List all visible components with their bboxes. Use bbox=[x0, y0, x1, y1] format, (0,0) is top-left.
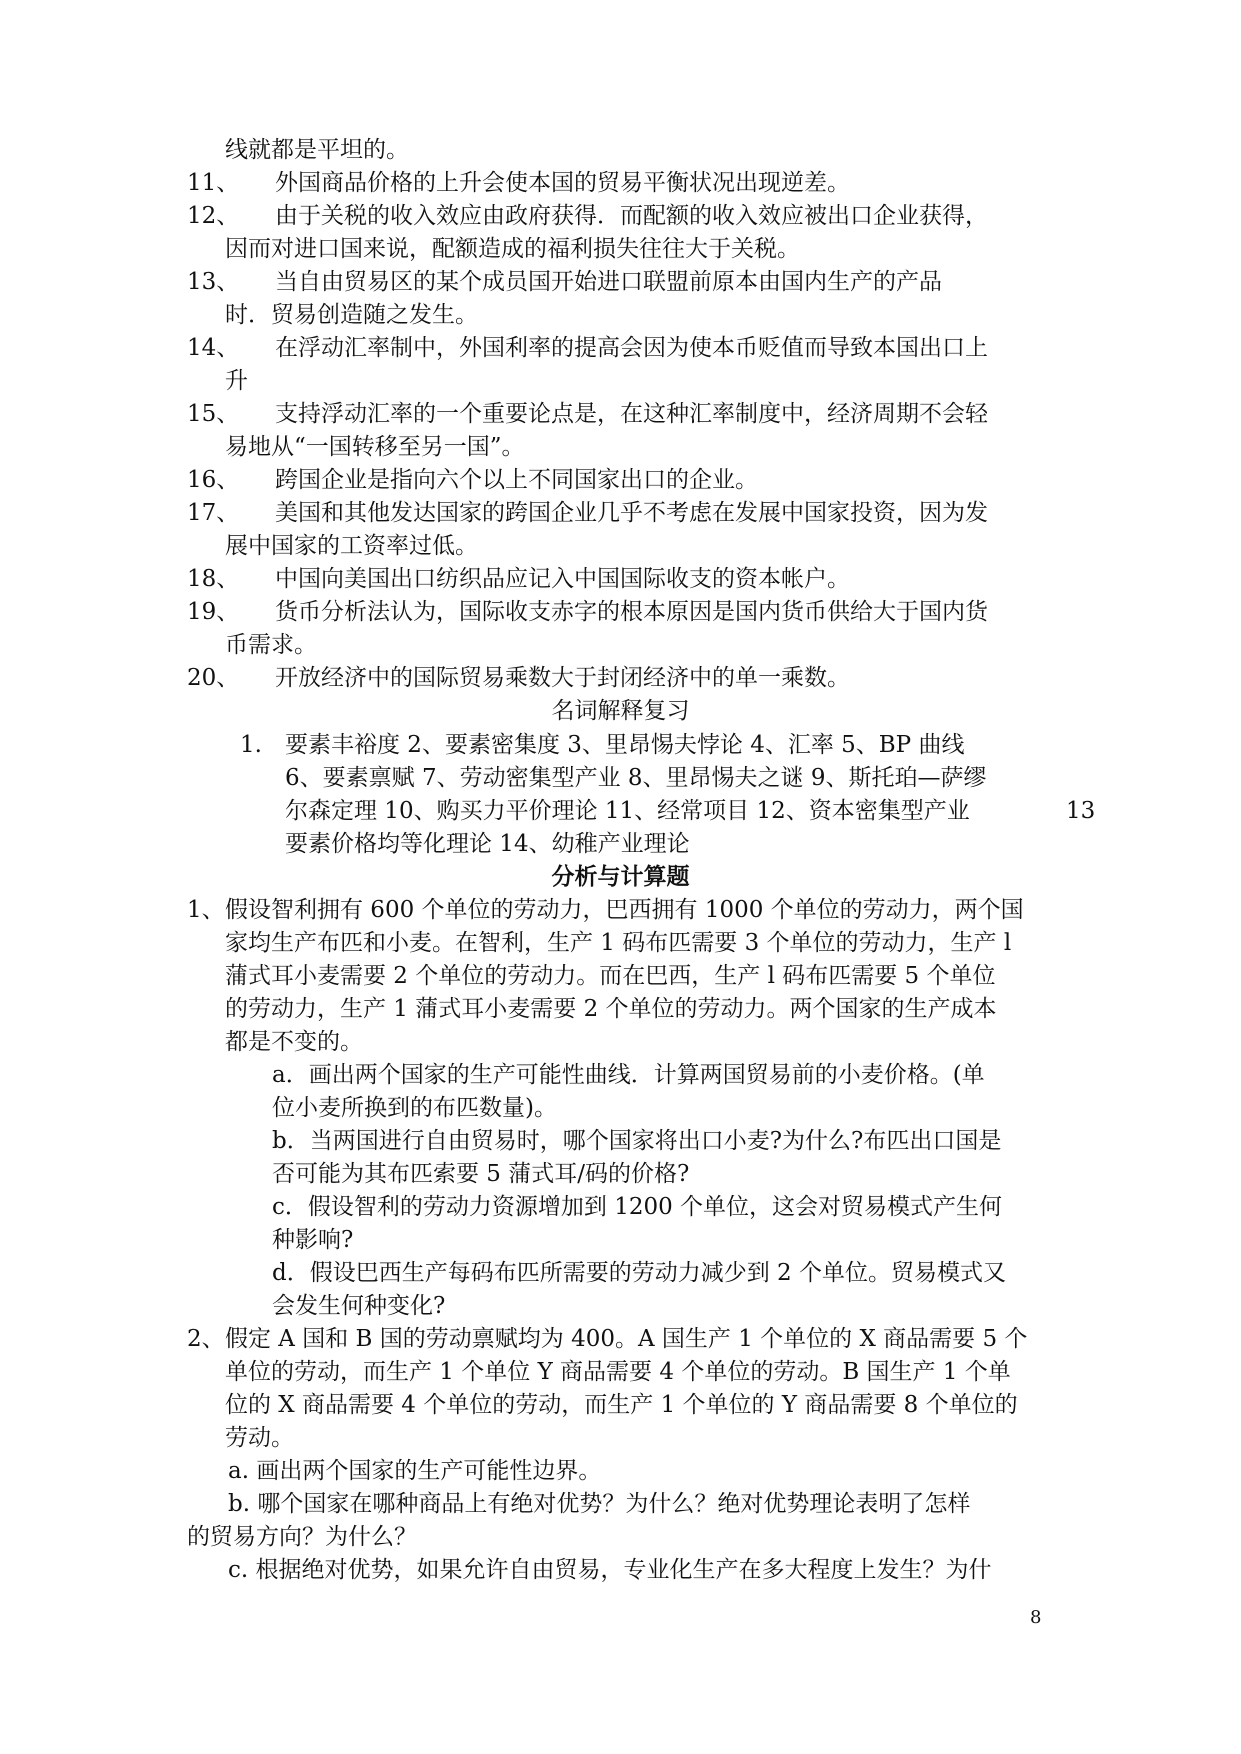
item-text: 在浮动汇率制中，外国利率的提高会因为使本币贬值而导致本国出口上 bbox=[275, 335, 988, 361]
subquestion-text: b. 哪个国家在哪种商品上有绝对优势？为什么？绝对优势理论表明了怎样 bbox=[228, 1491, 971, 1517]
item-number: 14、 bbox=[187, 335, 240, 361]
item-text: 跨国企业是指向六个以上不同国家出口的企业。 bbox=[275, 467, 758, 493]
item-text: 开放经济中的国际贸易乘数大于封闭经济中的单一乘数。 bbox=[275, 665, 850, 691]
terms-line: 6、要素禀赋 7、劳动密集型产业 8、里昂惕夫之谜 9、斯托珀—萨缪 bbox=[285, 765, 987, 791]
terms-side-number: 13 bbox=[1066, 798, 1096, 824]
item-number: 20、 bbox=[187, 665, 240, 691]
item-text: 时．贸易创造随之发生。 bbox=[225, 302, 478, 328]
continuation-line: 线就都是平坦的。 bbox=[225, 137, 409, 163]
question-number: 2、 bbox=[187, 1326, 225, 1352]
question-text: 的劳动力，生产 1 蒲式耳小麦需要 2 个单位的劳动力。两个国家的生产成本 bbox=[225, 996, 997, 1022]
question-text: 位的 X 商品需要 4 个单位的劳动，而生产 1 个单位的 Y 商品需要 8 个单位的 bbox=[225, 1392, 1018, 1418]
question-text: 假设智利拥有 600 个单位的劳动力，巴西拥有 1000 个单位的劳动力，两个国 bbox=[225, 897, 1024, 923]
item-text: 由于关税的收入效应由政府获得．而配额的收入效应被出口企业获得， bbox=[275, 203, 988, 229]
subquestion-text: 位小麦所换到的布匹数量)。 bbox=[272, 1095, 557, 1121]
subquestion-text: b．当两国进行自由贸易时，哪个国家将出口小麦?为什么?布匹出口国是 bbox=[272, 1128, 1002, 1154]
item-text: 币需求。 bbox=[225, 632, 317, 658]
item-number: 17、 bbox=[187, 500, 240, 526]
item-text: 中国向美国出口纺织品应记入中国国际收支的资本帐户。 bbox=[275, 566, 850, 592]
item-text: 升 bbox=[225, 368, 248, 394]
subquestion-text: 否可能为其布匹索要 5 蒲式耳/码的价格? bbox=[272, 1161, 690, 1187]
item-number: 18、 bbox=[187, 566, 240, 592]
item-text: 美国和其他发达国家的跨国企业几乎不考虑在发展中国家投资，因为发 bbox=[275, 500, 988, 526]
terms-line: 要素价格均等化理论 14、幼稚产业理论 bbox=[285, 831, 690, 857]
terms-number: 1. bbox=[240, 732, 262, 758]
item-text: 支持浮动汇率的一个重要论点是，在这种汇率制度中，经济周期不会轻 bbox=[275, 401, 988, 427]
subquestion-text: 会发生何种变化? bbox=[272, 1293, 446, 1319]
item-number: 12、 bbox=[187, 203, 240, 229]
item-number: 13、 bbox=[187, 269, 240, 295]
subquestion-text: a. 画出两个国家的生产可能性边界。 bbox=[228, 1458, 602, 1484]
item-text: 货币分析法认为，国际收支赤字的根本原因是国内货币供给大于国内货 bbox=[275, 599, 988, 625]
question-text: 劳动。 bbox=[225, 1425, 294, 1451]
question-text: 假定 A 国和 B 国的劳动禀赋均为 400。A 国生产 1 个单位的 X 商品需要 5 个 bbox=[225, 1326, 1028, 1352]
question-text: 都是不变的。 bbox=[225, 1029, 363, 1055]
page-number: 8 bbox=[1030, 1607, 1042, 1628]
item-text: 展中国家的工资率过低。 bbox=[225, 533, 478, 559]
subquestion-text: 种影响? bbox=[272, 1227, 354, 1253]
terms-line: 尔森定理 10、购买力平价理论 11、经常项目 12、资本密集型产业 bbox=[285, 798, 970, 824]
analysis-heading: 分析与计算题 bbox=[551, 863, 690, 890]
item-text: 因而对进口国来说，配额造成的福利损失往往大于关税。 bbox=[225, 236, 800, 262]
subquestion-text: c．假设智利的劳动力资源增加到 1200 个单位，这会对贸易模式产生何 bbox=[272, 1194, 1003, 1220]
question-text: 单位的劳动，而生产 1 个单位 Y 商品需要 4 个单位的劳动。B 国生产 1 个单 bbox=[225, 1359, 1011, 1385]
subquestion-text: d．假设巴西生产每码布匹所需要的劳动力减少到 2 个单位。贸易模式又 bbox=[272, 1260, 1006, 1286]
item-number: 15、 bbox=[187, 401, 240, 427]
terms-heading: 名词解释复习 bbox=[551, 698, 690, 724]
item-number: 19、 bbox=[187, 599, 240, 625]
question-number: 1、 bbox=[187, 897, 225, 923]
subquestion-text: 的贸易方向？为什么？ bbox=[187, 1524, 417, 1550]
item-text: 外国商品价格的上升会使本国的贸易平衡状况出现逆差。 bbox=[275, 170, 850, 196]
question-text: 家均生产布匹和小麦。在智利，生产 1 码布匹需要 3 个单位的劳动力，生产 l bbox=[225, 930, 1012, 956]
item-number: 16、 bbox=[187, 467, 240, 493]
item-text: 易地从“一国转移至另一国”。 bbox=[225, 434, 525, 460]
item-text: 当自由贸易区的某个成员国开始进口联盟前原本由国内生产的产品 bbox=[275, 269, 942, 295]
item-number: 11、 bbox=[187, 170, 240, 196]
question-text: 蒲式耳小麦需要 2 个单位的劳动力。而在巴西，生产 l 码布匹需要 5 个单位 bbox=[225, 963, 996, 989]
terms-line: 要素丰裕度 2、要素密集度 3、里昂惕夫悖论 4、汇率 5、BP 曲线 bbox=[285, 732, 965, 758]
subquestion-text: a．画出两个国家的生产可能性曲线．计算两国贸易前的小麦价格。(单 bbox=[272, 1062, 985, 1088]
subquestion-text: c. 根据绝对优势，如果允许自由贸易，专业化生产在多大程度上发生？为什 bbox=[228, 1557, 992, 1583]
